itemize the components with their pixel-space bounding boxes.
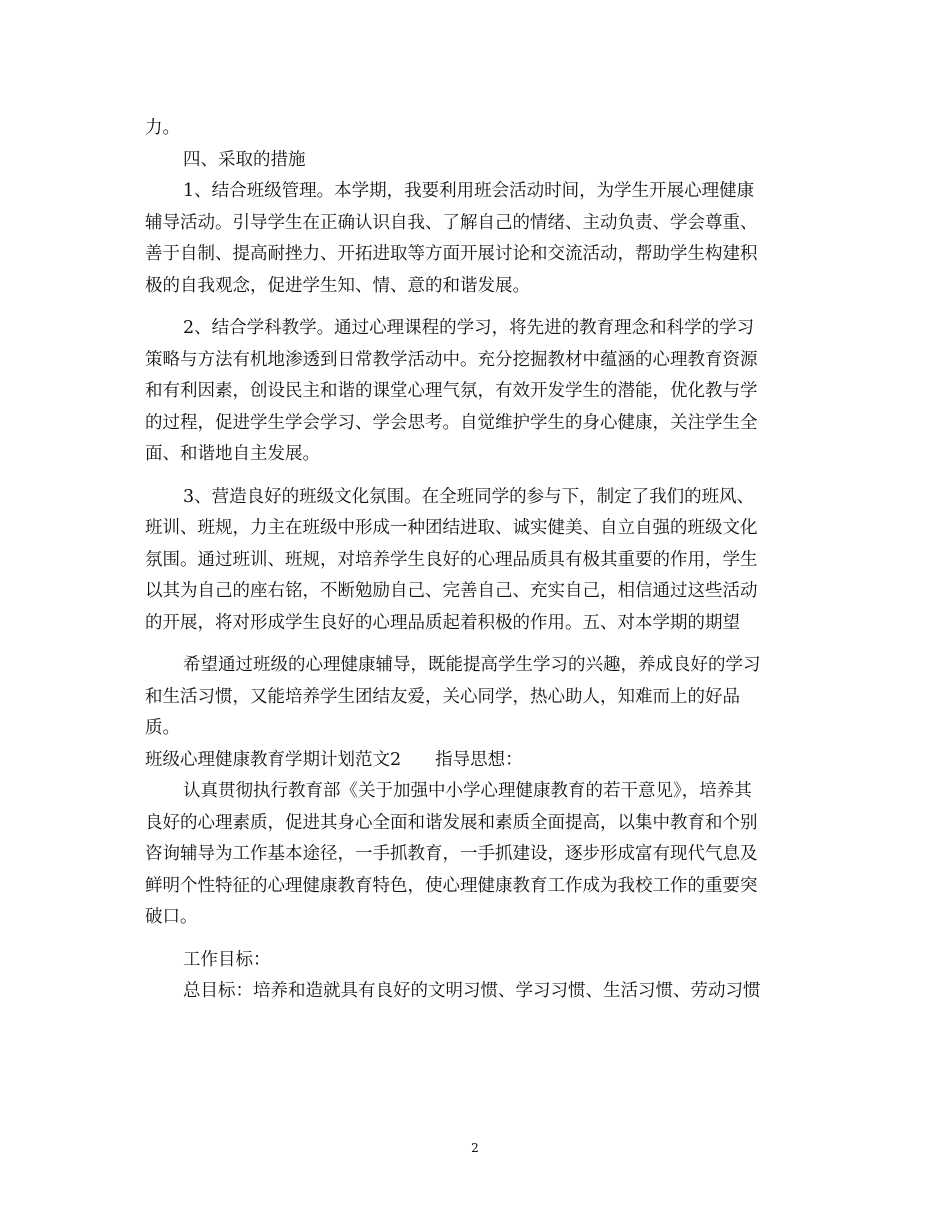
text-line: 辅导活动。引导学生在正确认识自我、了解自己的情绪、主动负责、学会尊重、 <box>145 212 758 233</box>
text-line: 质。 <box>145 718 180 738</box>
text-line: 咨询辅导为工作基本途径，一手抓教育，一手抓建设，逐步形成富有现代气息及 <box>145 844 758 864</box>
text-line: 面、和谐地自主发展。 <box>145 444 320 464</box>
section-heading <box>145 745 805 777</box>
paragraph-spacing <box>145 471 805 482</box>
text-line: 善于自制、提高耐挫力、开拓进取等方面开展讨论和交流活动，帮助学生构建积 <box>145 244 758 264</box>
text-line: 策略与方法有机地渗透到日常教学活动中。充分挖掘教材中蕴涵的心理教育资源 <box>145 349 758 370</box>
paragraph-spacing <box>145 302 805 313</box>
text-line: 极的自我观念，促进学生知、情、意的和谐发展。 <box>145 275 530 296</box>
text-line: 认真贯彻执行教育部《关于加强中小学心理健康教育的若干意见》，培养其 <box>183 781 752 801</box>
text-line: 1、结合班级管理。本学期，我要利用班会活动时间，为学生开展心理健康 <box>183 181 755 201</box>
paragraph-spacing <box>145 934 805 945</box>
page-number: 2 <box>471 1141 479 1155</box>
text-line: 的开展，将对形成学生良好的心理品质起着积极的作用。五、对本学期的期望 <box>145 612 740 633</box>
text-line: 工作目标： <box>183 949 271 970</box>
heading-subtitle: 指导思想： <box>435 749 523 770</box>
text-line: 破口。 <box>145 907 198 927</box>
paragraph-spacing <box>145 639 805 650</box>
text-line: 良好的心理素质，促进其身心全面和谐发展和素质全面提高，以集中教育和个别 <box>145 812 758 833</box>
text-line: 鲜明个性特征的心理健康教育特色，使心理健康教育工作成为我校工作的重要突 <box>145 875 758 896</box>
heading-title: 班级心理健康教育学期计划范文2 <box>145 749 402 770</box>
text-line: 和生活习惯，又能培养学生团结友爱，关心同学，热心助人，知难而上的好品 <box>145 686 740 707</box>
text-line: 班训、班规，力主在班级中形成一种团结进取、诚实健美、自立自强的班级文化 <box>145 518 758 538</box>
document-body <box>145 113 805 1008</box>
text-line: 和有利因素，创设民主和谐的课堂心理气氛，有效开发学生的潜能，优化教与学 <box>145 381 758 401</box>
paragraph <box>145 482 805 640</box>
text-line: 以其为自己的座右铭，不断勉励自己、完善自己、充实自己，相信通过这些活动 <box>145 581 758 601</box>
text-line: 总目标：培养和造就具有良好的文明习惯、学习习惯、生活习惯、劳动习惯 <box>183 981 761 1001</box>
text-line: 3、营造良好的班级文化氛围。在全班同学的参与下，制定了我们的班风、 <box>183 486 755 507</box>
paragraph <box>145 313 805 471</box>
text-line: 2、结合学科教学。通过心理课程的学习，将先进的教育理念和科学的学习 <box>183 318 755 338</box>
text-line: 氛围。通过班训、班规，对培养学生良好的心理品质具有极其重要的作用，学生 <box>145 549 758 570</box>
text-line: 的过程，促进学生学会学习、学会思考。自觉维护学生的身心健康，关注学生全 <box>145 412 758 433</box>
section-heading: 四、采取的措施 <box>183 149 306 170</box>
text-line: 力。 <box>145 118 180 138</box>
text-line: 希望通过班级的心理健康辅导，既能提高学生学习的兴趣，养成良好的学习 <box>183 655 761 675</box>
paragraph <box>145 776 805 934</box>
paragraph <box>145 176 805 302</box>
paragraph <box>145 650 805 745</box>
